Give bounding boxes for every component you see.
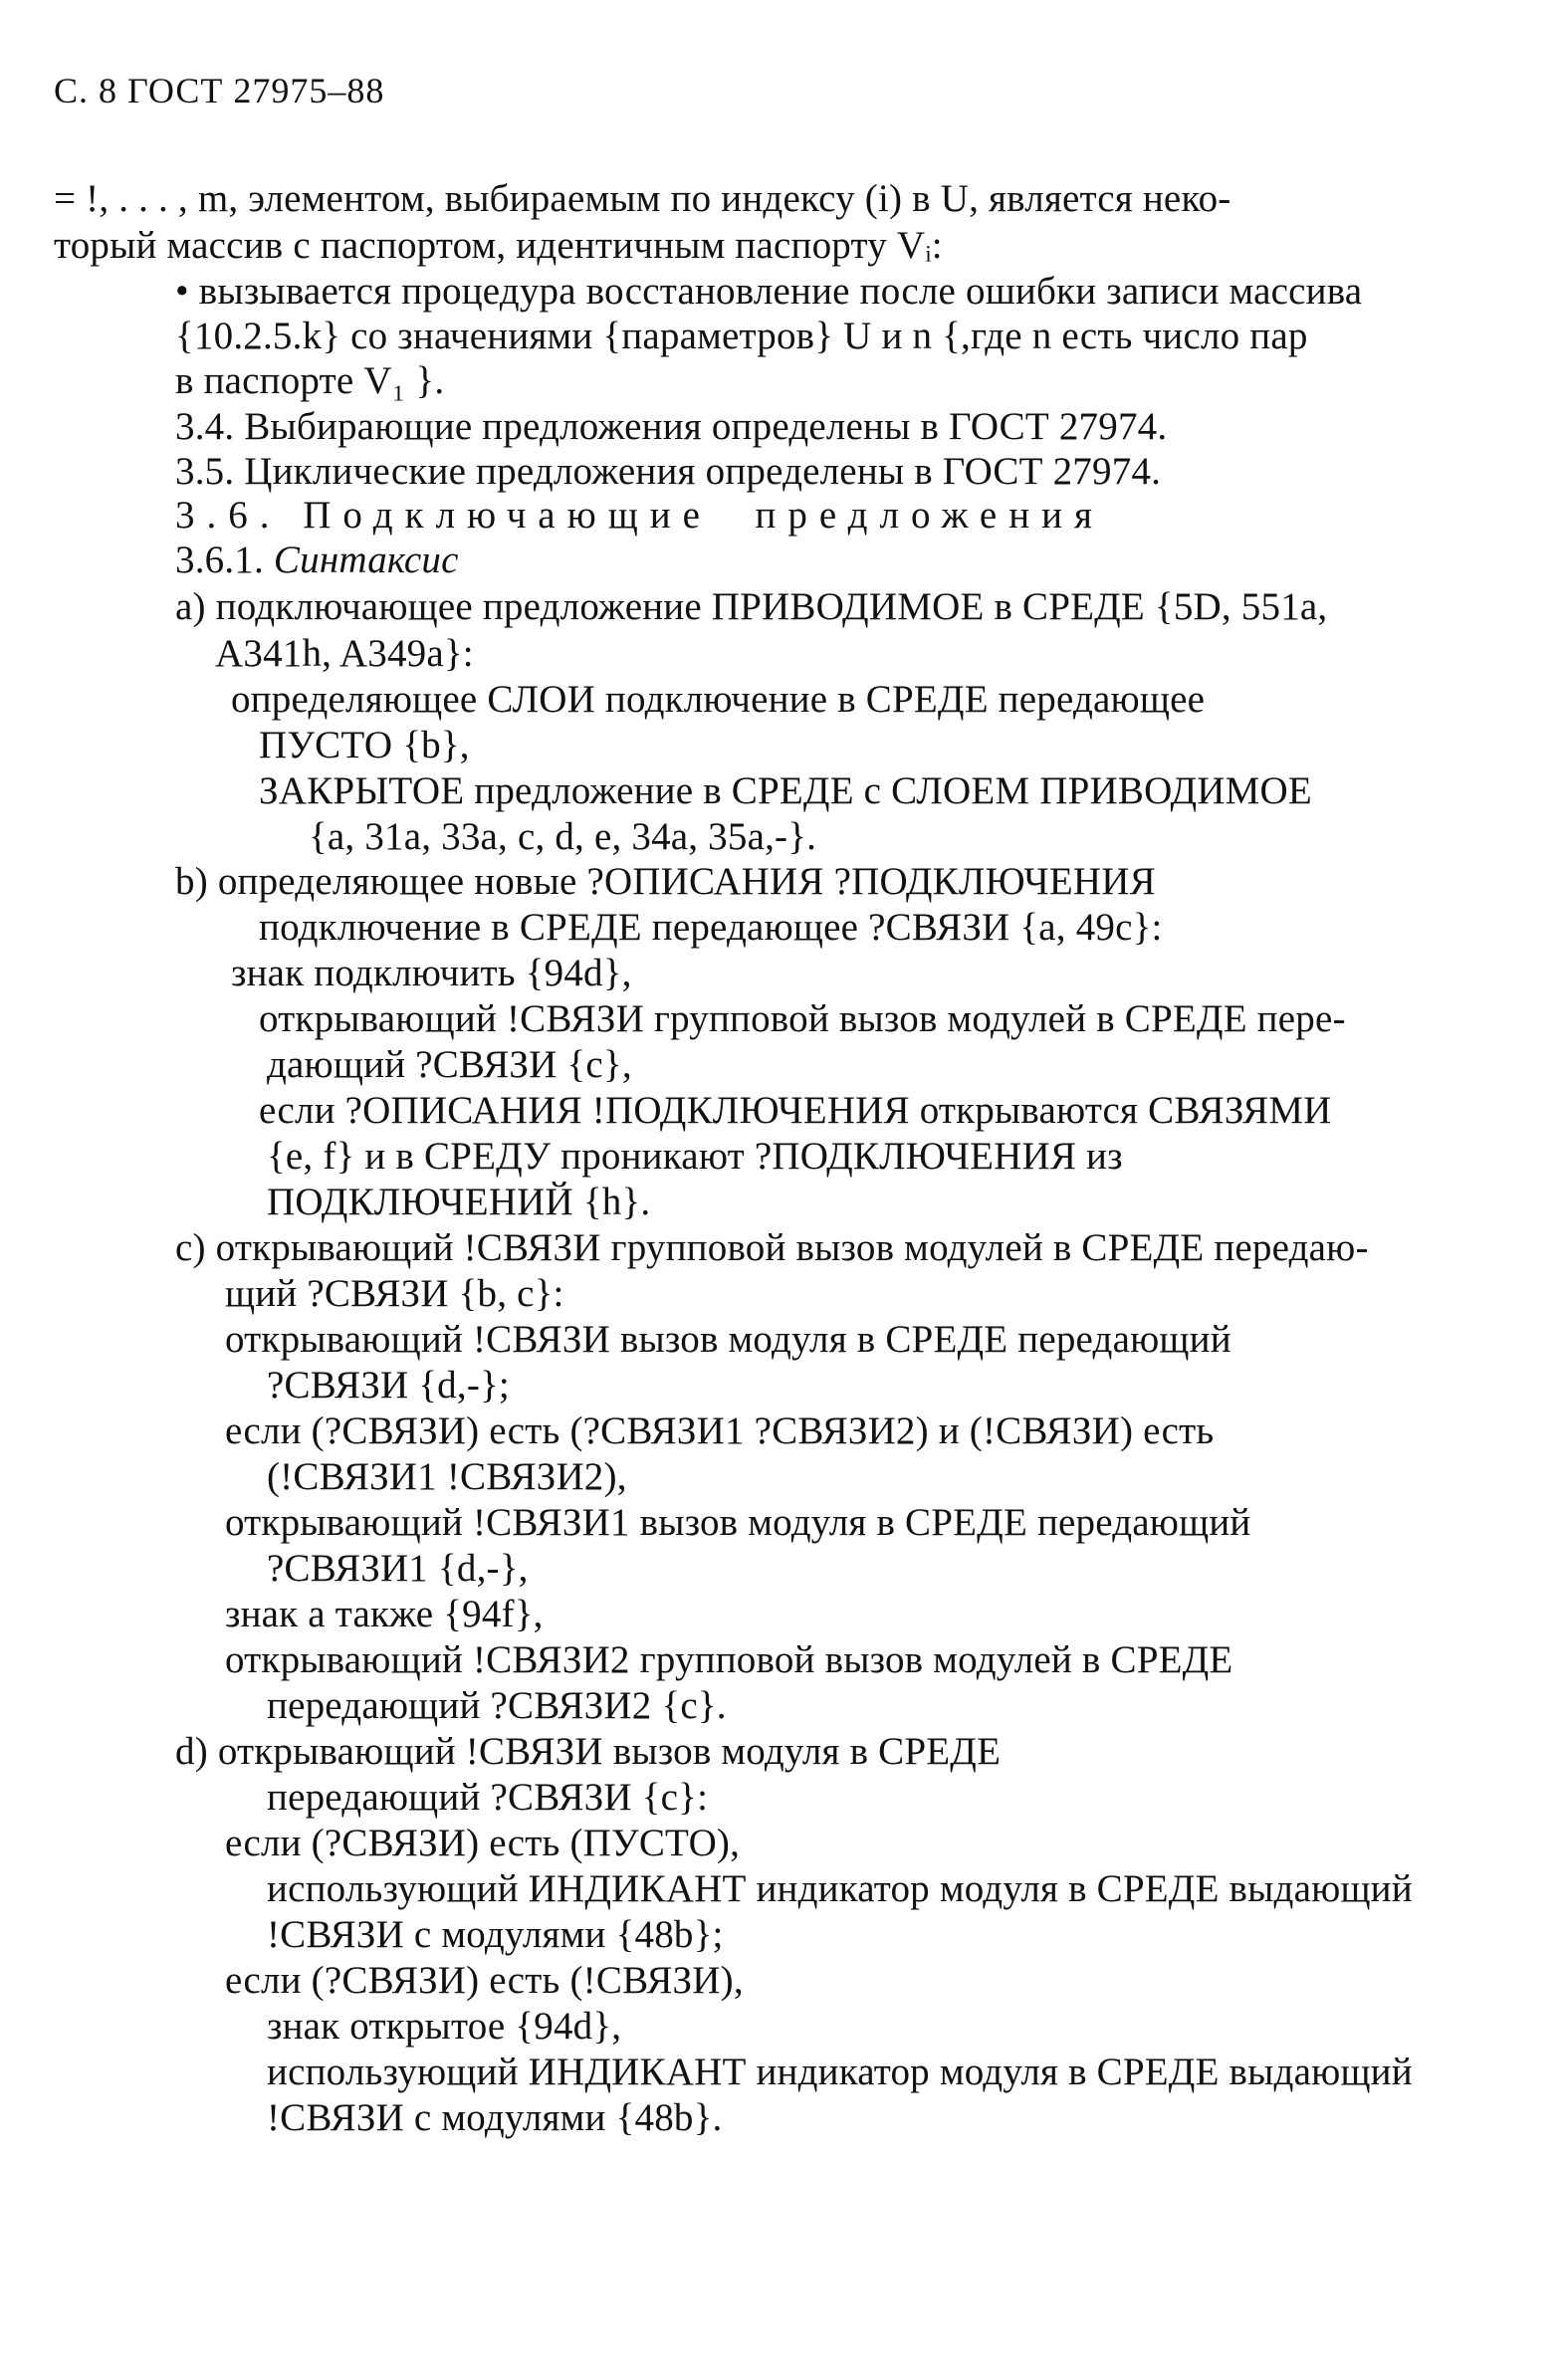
item-d: d) открывающий !СВЯЗИ вызов модуля в СРЕДЕ <box>175 1730 1002 1773</box>
item-a: а) подключающее предложение ПРИВОДИМОЕ в СРЕДЕ {5D, 551a, <box>175 585 1328 628</box>
text-line: открывающий !СВЯЗИ2 групповой вызов модулей в СРЕДЕ <box>225 1638 1233 1681</box>
section-3-6-1 <box>175 541 459 579</box>
text-line: в паспорте V₁ }. <box>175 359 445 402</box>
text-line: !СВЯЗИ с модулями {48b}. <box>267 2096 723 2139</box>
section-3-6-title: 3.6. Подключающие предложения <box>175 494 1104 537</box>
text-line: торый массив с паспортом, идентичным паспорту Vᵢ: <box>54 224 943 267</box>
section-number: 3.6.1. <box>175 539 274 581</box>
text-line: использующий ИНДИКАНТ индикатор модуля в СРЕДЕ выдающий <box>267 2051 1413 2093</box>
text-line: знак а также {94f}, <box>225 1593 544 1635</box>
text-line: ?СВЯЗИ1 {d,-}, <box>267 1547 529 1590</box>
text-line: открывающий !СВЯЗИ вызов модуля в СРЕДЕ передающий <box>225 1318 1231 1361</box>
text-line: = !, . . . , m, элементом, выбираемым по индексу (i) в U, является неко- <box>54 177 1231 220</box>
page-header: С. 8 ГОСТ 27975–88 <box>54 71 385 110</box>
text-line: {10.2.5.k} со значениями {параметров} U и n {,где n есть число пар <box>175 315 1308 357</box>
text-line: ЗАКРЫТОЕ предложение в СРЕДЕ с СЛОЕМ ПРИВОДИМОЕ <box>259 769 1312 812</box>
section-title-italic: Синтаксис <box>273 539 459 581</box>
section-3-5: 3.5. Циклические предложения определены в ГОСТ 27974. <box>175 450 1162 493</box>
text-line: если (?СВЯЗИ) есть (!СВЯЗИ), <box>225 1959 744 2002</box>
text-line: !СВЯЗИ с модулями {48b}; <box>267 1913 724 1956</box>
text-line: {e, f} и в СРЕДУ проникают ?ПОДКЛЮЧЕНИЯ из <box>267 1135 1123 1178</box>
text-line: если (?СВЯЗИ) есть (?СВЯЗИ1 ?СВЯЗИ2) и (!СВЯЗИ) есть <box>225 1409 1215 1452</box>
item-c: c) открывающий !СВЯЗИ групповой вызов модулей в СРЕДЕ передаю- <box>175 1226 1369 1269</box>
text-line: щий ?СВЯЗИ {b, c}: <box>225 1272 564 1315</box>
text-line: если (?СВЯЗИ) есть (ПУСТО), <box>225 1822 741 1864</box>
text-line: открывающий !СВЯЗИ1 вызов модуля в СРЕДЕ передающий <box>225 1501 1251 1544</box>
text-line: знак подключить {94d}, <box>231 952 632 994</box>
text-line: дающий ?СВЯЗИ {c}, <box>267 1043 632 1086</box>
text-line: A341h, A349a}: <box>215 632 474 675</box>
item-b: b) определяющее новые ?ОПИСАНИЯ ?ПОДКЛЮЧЕНИЯ <box>175 860 1156 903</box>
text-line: использующий ИНДИКАНТ индикатор модуля в СРЕДЕ выдающий <box>267 1867 1413 1910</box>
text-line: знак открытое {94d}, <box>267 2005 622 2048</box>
text-line: ПУСТО {b}, <box>259 724 470 766</box>
text-line: определяющее СЛОИ подключение в СРЕДЕ передающее <box>231 678 1206 721</box>
text-line: подключение в СРЕДЕ передающее ?СВЯЗИ {a, 49c}: <box>259 906 1163 949</box>
text-line: передающий ?СВЯЗИ2 {c}. <box>267 1684 727 1727</box>
text-line: (!СВЯЗИ1 !СВЯЗИ2), <box>267 1455 627 1498</box>
text-line: • вызывается процедура восстановление после ошибки записи массива <box>175 270 1363 313</box>
text-line: открывающий !СВЯЗИ групповой вызов модулей в СРЕДЕ пере- <box>259 997 1346 1040</box>
text-line: если ?ОПИСАНИЯ !ПОДКЛЮЧЕНИЯ открываются СВЯЗЯМИ <box>259 1089 1332 1132</box>
section-3-4: 3.4. Выбирающие предложения определены в ГОСТ 27974. <box>175 405 1168 448</box>
text-line: передающий ?СВЯЗИ {c}: <box>267 1776 709 1819</box>
text-line: ?СВЯЗИ {d,-}; <box>267 1364 510 1406</box>
text-line: ПОДКЛЮЧЕНИЙ {h}. <box>267 1181 651 1223</box>
text-line: {a, 31a, 33a, c, d, e, 34a, 35a,-}. <box>309 815 817 858</box>
